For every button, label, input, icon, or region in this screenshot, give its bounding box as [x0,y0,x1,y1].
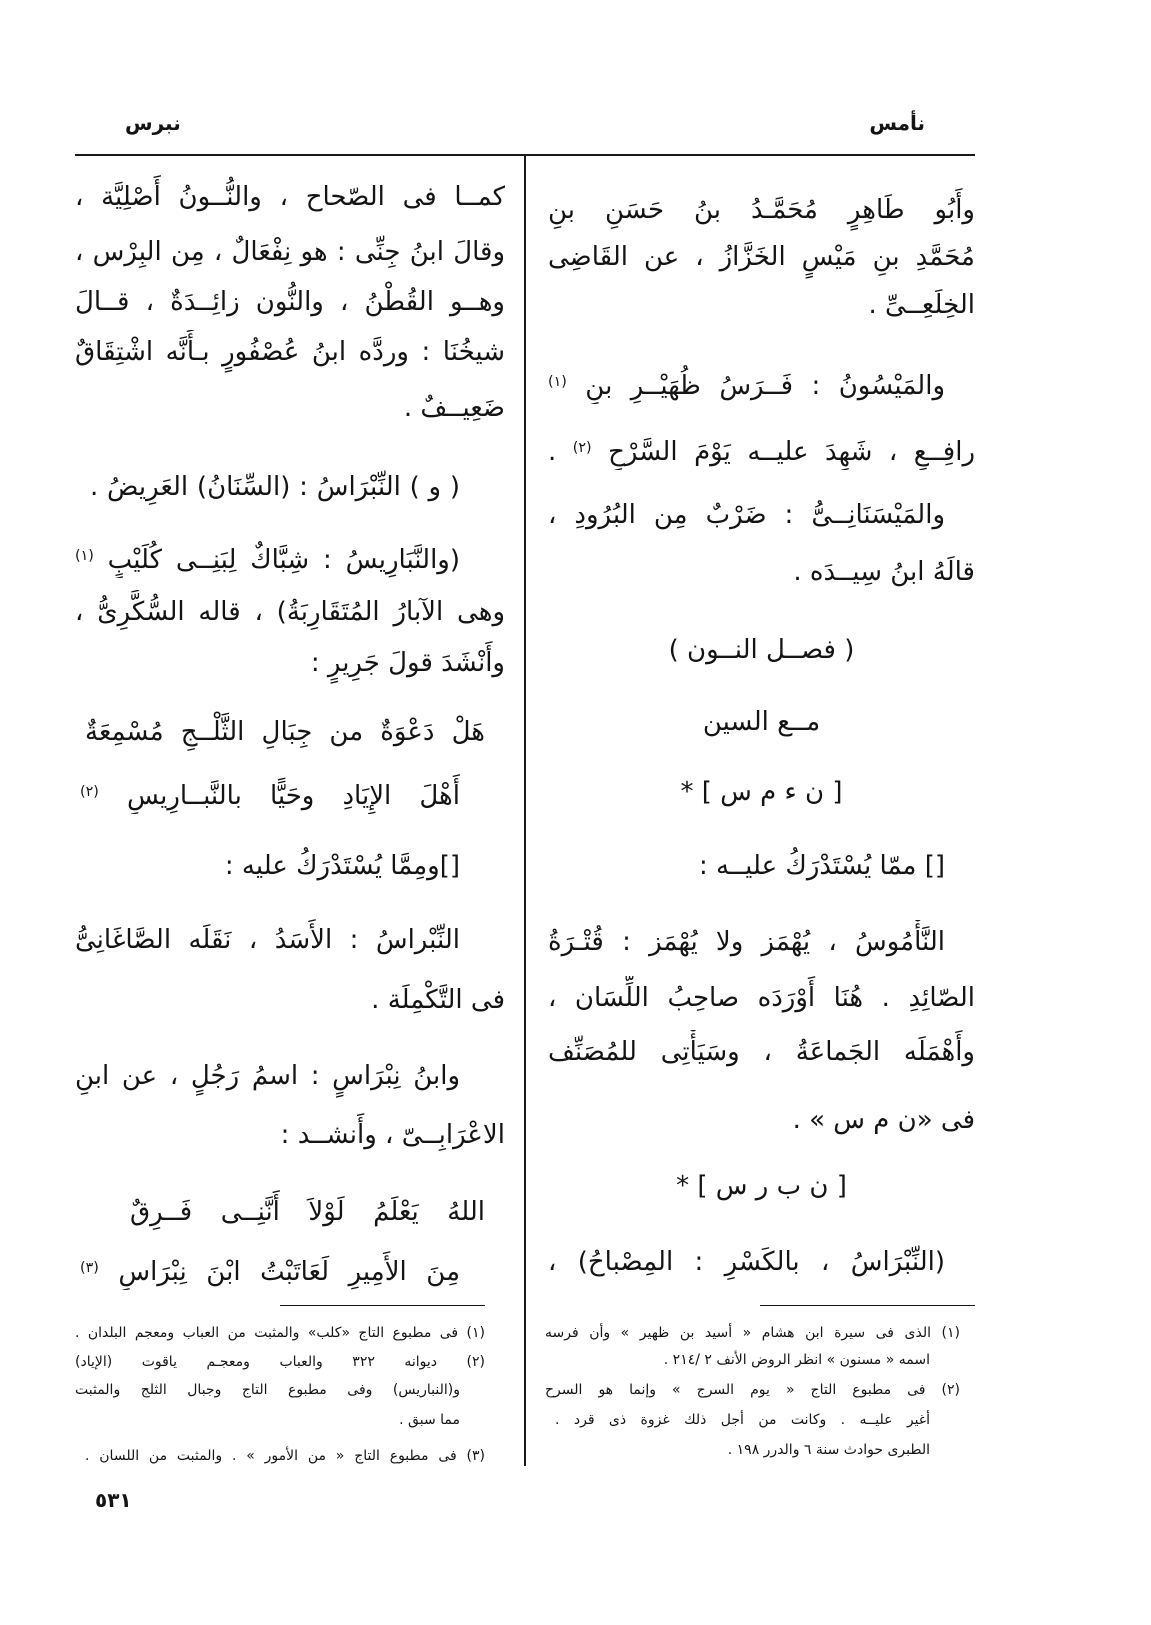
column-divider [524,156,526,1466]
left-line [75,844,460,888]
line-text: مــع السين [702,707,821,737]
line-text: (والنَّبَارِيسُ : شِبَّاكٌ لِبَنِــى كُلَيْبٍ [107,544,460,575]
right-line [548,976,975,1020]
poem-verse-line [85,710,485,754]
right-line [548,360,945,404]
right-line [548,1098,975,1142]
line-text: وابنُ نِبْرَاسٍ : اسمُ رَجُلٍ ، عن ابنِ [75,1061,460,1091]
footnote-ref: (١) [548,374,567,390]
poem-verse-line [130,1190,485,1234]
right-line [548,1030,975,1074]
footnote-ref: (٢) [572,440,592,456]
left-footnote-line: (٢) ديوانه ٣٢٢ والعباب ومعجـم ياقوت (الإياد) [75,1354,485,1370]
left-line [90,465,460,509]
line-text: [] ممّا يُسْتَدْرَكُ عليــه : [698,851,945,881]
right-footnote-rule [760,1305,975,1306]
line-text: هَلْ دَعْوَةٌ من جِبَالِ الثَّلْــجِ مُسْمِعَةٌ [85,717,485,747]
line-text: مِنَ الأَمِيرِ لَعَاتَبْتُ ابْنَ نِبْرَاسِ [118,1256,460,1287]
line-text: وأَنْشَدَ قولَ جَرِيرٍ : [310,648,505,678]
right-footnote-line: الطبرى حوادث سنة ٦ والدرر ١٩٨ . [727,1442,930,1458]
right-footnote-line: (٢) فى مطبوع التاج « يوم السرج » وإنما هو السرح [545,1382,960,1398]
line-text: فى التَّكْمِلَة . [371,985,505,1015]
footnote-ref: (٢) [80,784,99,800]
line-text: قالَهُ ابنُ سِيــدَه . [793,557,975,587]
line-text: وأَبُو طَاهِرٍ مُحَمَّـدُ بنُ حَسَنِ بنِ [548,195,975,225]
line-text: أَهْلَ الإِيَادِ وحَيًّا بالنَّبــارِيسِ [126,780,460,811]
line-text: [ ن ب ر س ] * [676,1171,847,1201]
footnote-ref: (١) [75,548,94,564]
right-line [548,188,975,232]
left-footnote-line: (١) فى مطبوع التاج «كلب» والمثبت من العباب ومعجم البلدان . [75,1325,485,1341]
line-text: [ ن ء م س ] * [680,777,843,807]
line-text: النِّبْراسُ : الأَسَدُ ، نَقَلَه الصَّاغَانِىُّ [75,925,460,955]
left-line [75,1054,460,1098]
left-line [75,978,505,1022]
line-text: والمَيْسُونُ : فَــرَسُ ظُهَيْــرِ بنِ [585,370,945,401]
right-line [548,493,945,537]
footnote-ref: (٣) [80,1260,99,1276]
line-text: الخِلَعِــىِّ . [868,290,975,320]
left-line [75,280,505,324]
poem-verse-line [80,770,460,814]
right-line [548,1240,945,1284]
left-line [75,590,505,634]
header-right-word: نأمس [869,111,925,135]
right-footnote-line: (١) الذى فى سيرة ابن هشام « أسيد بن ظهير » وأن فرسه [545,1325,960,1341]
right-line [548,550,975,594]
left-line [75,534,460,578]
right-footnote-line: أغير عليــه . وكانت من أجل ذلك غزوة ذى قرد . [555,1412,930,1428]
left-line [75,230,505,274]
line-text: ( و ) النِّبْرَاسُ : (السِّنَانُ) العَرِيضُ . [90,472,460,502]
line-text: []ومِمَّا يُسْتَدْرَكُ عليه : [224,851,460,881]
line-text: النَّأْمُوسُ ، يُهْمَز ولا يُهْمَز : قُتْـرَةُ [548,927,945,957]
left-line [75,1113,505,1157]
line-text: اللهُ يَعْلَمُ لَوْلاَ أَنَّنِــى فَــرِقٌ [130,1197,485,1227]
left-line [75,175,505,219]
line-text: (النِّبْرَاسُ ، بالكَسْرِ : المِصْباحُ) ، [548,1247,945,1277]
poem-verse-line [80,1246,460,1290]
left-line [75,386,505,430]
right-line [548,844,945,888]
line-text: وأَهْمَلَه الجَماعَةُ ، وسَيَأْتِى للمُصَنِّف [548,1037,975,1067]
header-left-word: نبرس [125,111,181,135]
left-line [75,330,505,374]
line-text: والمَيْسَنَانِــىُّ : ضَرْبٌ مِن البُرُودِ ، [548,500,945,530]
right-line [548,283,975,327]
line-text: فى «ن م س » . [792,1105,975,1135]
section-heading [548,628,975,672]
line-text: مُحَمَّدِ بنِ مَيْسٍ الخَزَّازُ ، عن القَاضِى [548,242,975,272]
right-line [548,920,945,964]
line-text: ضَعِيــفٌ . [403,393,505,423]
root-heading [548,1164,975,1208]
left-line [75,641,505,685]
line-text: الصّائِدِ . هُنَا أَوْرَدَه صاحِبُ اللِّسَان ، [548,983,975,1013]
line-text: وقالَ ابنُ جِنِّى : هو نِفْعَالٌ ، مِن البِرْس ، [75,237,505,267]
left-footnote-line: و(النباريس) وفى مطبوع التاج وجبال الثلج والمثبت [75,1382,460,1398]
line-text: شيخُنَا : وردَّه ابنُ عُصْفُورٍ بـأَنَّه اشْتِقَاقٌ [75,337,505,367]
line-tail: . [548,436,557,467]
line-text: وهــو القُطْنُ ، والنُّون زائِــدَةٌ ، قــالَ [75,287,505,317]
line-text: رافِــعٍ ، شَهِدَ عليــه يَوْمَ السَّرْحِ [608,436,975,467]
section-subheading [548,700,975,744]
right-footnote-line: اسمه « مسنون » انظر الروض الأنف ٢ /٢١٤ . [663,1352,930,1368]
line-text: ( فصــل النــون ) [668,635,855,665]
left-footnote-rule [280,1305,485,1306]
left-footnote-line: (٣) فى مطبوع التاج « من الأمور » . والمثبت من اللسان . [85,1448,485,1464]
right-line [548,235,975,279]
left-footnote-line: مما سبق . [399,1412,460,1428]
line-text: الاعْرَابِــىّ ، وأَنشــد : [280,1120,505,1150]
page-number: ٥٣١ [95,1488,132,1512]
root-heading [548,770,975,814]
right-line [548,426,975,470]
line-text: كمــا فى الصّحاح ، والنُّــونُ أَصْلِيَّة ، [75,182,505,212]
line-text: وهى الآبارُ المُتَقَارِبَةُ) ، قاله السُّكَّرِىُّ ، [75,597,505,627]
left-line [75,918,460,962]
